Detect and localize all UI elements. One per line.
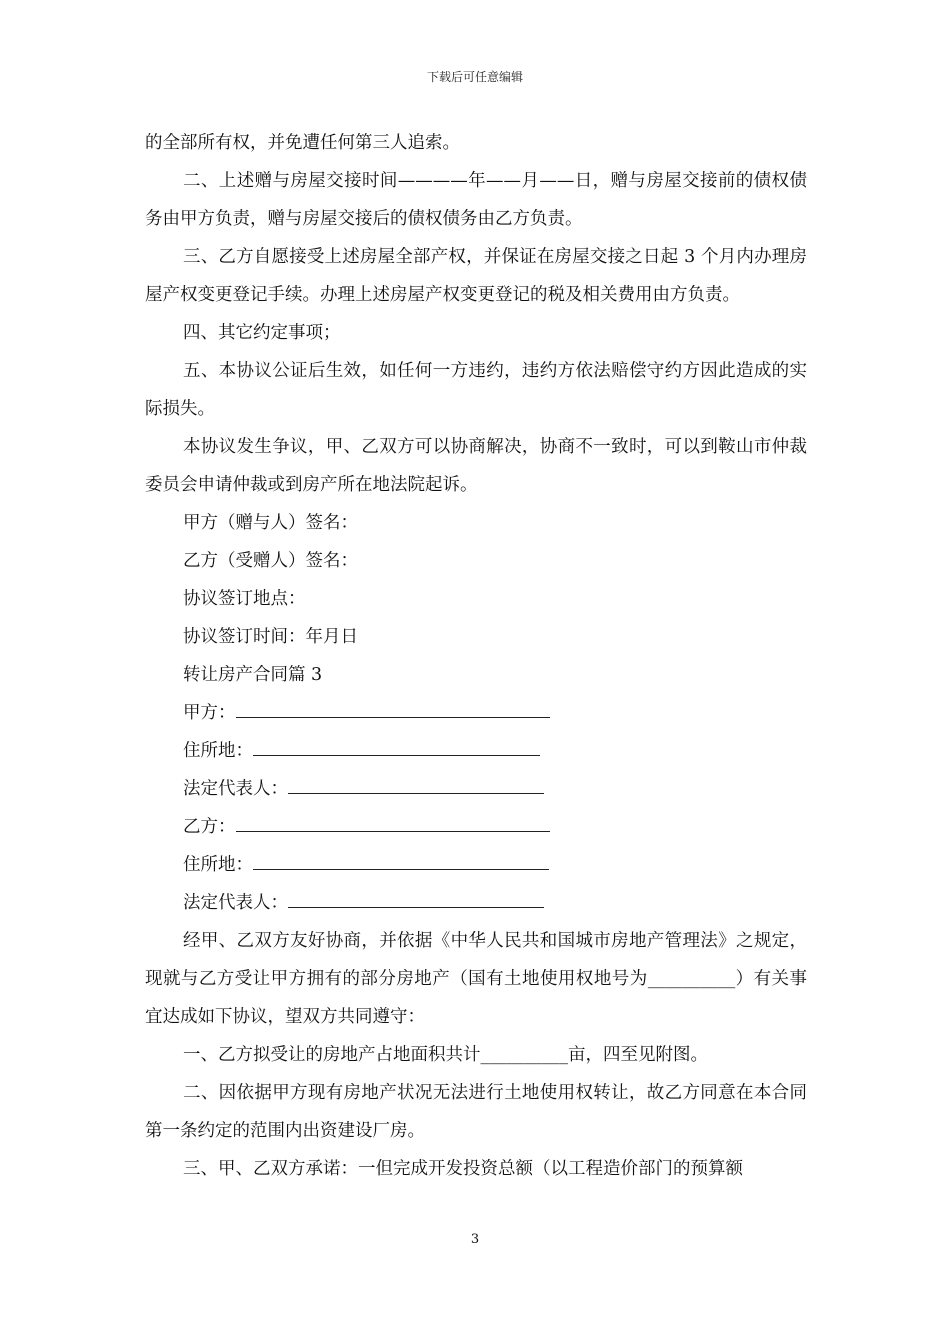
paragraph-clause-5: 五、本协议公证后生效，如任何一方违约，违约方依法赔偿守约方因此造成的实际损失。 — [145, 361, 807, 419]
paragraph-article-1: 一、乙方拟受让的房地产占地面积共计__________亩，四至见附图。 — [183, 1045, 708, 1065]
field-label: 法定代表人： — [183, 893, 288, 913]
field-party-b — [145, 808, 807, 846]
field-label: 甲方： — [183, 703, 236, 723]
fill-line — [288, 771, 544, 794]
page-number: 3 — [470, 1232, 480, 1247]
paragraph-dispute: 本协议发生争议，甲、乙双方可以协商解决，协商不一致时，可以到鞍山市仲裁委员会申请仲裁或到房产所在地法院起诉。 — [145, 437, 807, 495]
paragraph-article-3: 三、甲、乙双方承诺：一但完成开发投资总额（以工程造价部门的预算额 — [183, 1159, 743, 1179]
field-party-a — [145, 694, 807, 732]
fill-line — [253, 733, 540, 756]
fill-line — [236, 809, 550, 832]
field-label: 住所地： — [183, 741, 253, 761]
paragraph-ownership: 的全部所有权，并免遭任何第三人追索。 — [145, 133, 460, 153]
fill-line — [236, 695, 550, 718]
fill-line — [288, 885, 544, 908]
signing-place: 协议签订地点： — [183, 589, 306, 609]
paragraph-article-2: 二、因依据甲方现有房地产状况无法进行土地使用权转让，故乙方同意在本合同第一条约定的范围内出资建设厂房。 — [145, 1083, 807, 1141]
fill-line — [253, 847, 549, 870]
field-party-b-representative — [145, 884, 807, 922]
field-party-a-address — [145, 732, 807, 770]
field-party-b-address — [145, 846, 807, 884]
field-party-a-representative — [145, 770, 807, 808]
paragraph-clause-2: 二、上述赠与房屋交接时间————年——月——日，赠与房屋交接前的债权债务由甲方负责，赠与房屋交接后的债权债务由乙方负责。 — [145, 171, 807, 229]
paragraph-clause-4: 四、其它约定事项； — [183, 323, 341, 343]
header-note: 下载后可任意编辑 — [426, 70, 523, 84]
paragraph-agreement-intro: 经甲、乙双方友好协商，并依据《中华人民共和国城市房地产管理法》之规定，现就与乙方受让甲方拥有的部分房地产（国有土地使用权地号为__________）有关事宜达成如下协议，望双方共同遵守： — [145, 931, 807, 1027]
field-label: 法定代表人： — [183, 779, 288, 799]
document-body — [145, 124, 807, 1188]
signing-date: 协议签订时间：年月日 — [183, 627, 358, 647]
paragraph-clause-3: 三、乙方自愿接受上述房屋全部产权，并保证在房屋交接之日起 3 个月内办理房屋产权变更登记手续。办理上述房屋产权变更登记的税及相关费用由方负责。 — [145, 247, 807, 305]
field-label: 乙方： — [183, 817, 236, 837]
signature-party-a: 甲方（赠与人）签名： — [183, 513, 358, 533]
field-label: 住所地： — [183, 855, 253, 875]
section-title: 转让房产合同篇 3 — [183, 665, 323, 685]
signature-party-b: 乙方（受赠人）签名： — [183, 551, 358, 571]
